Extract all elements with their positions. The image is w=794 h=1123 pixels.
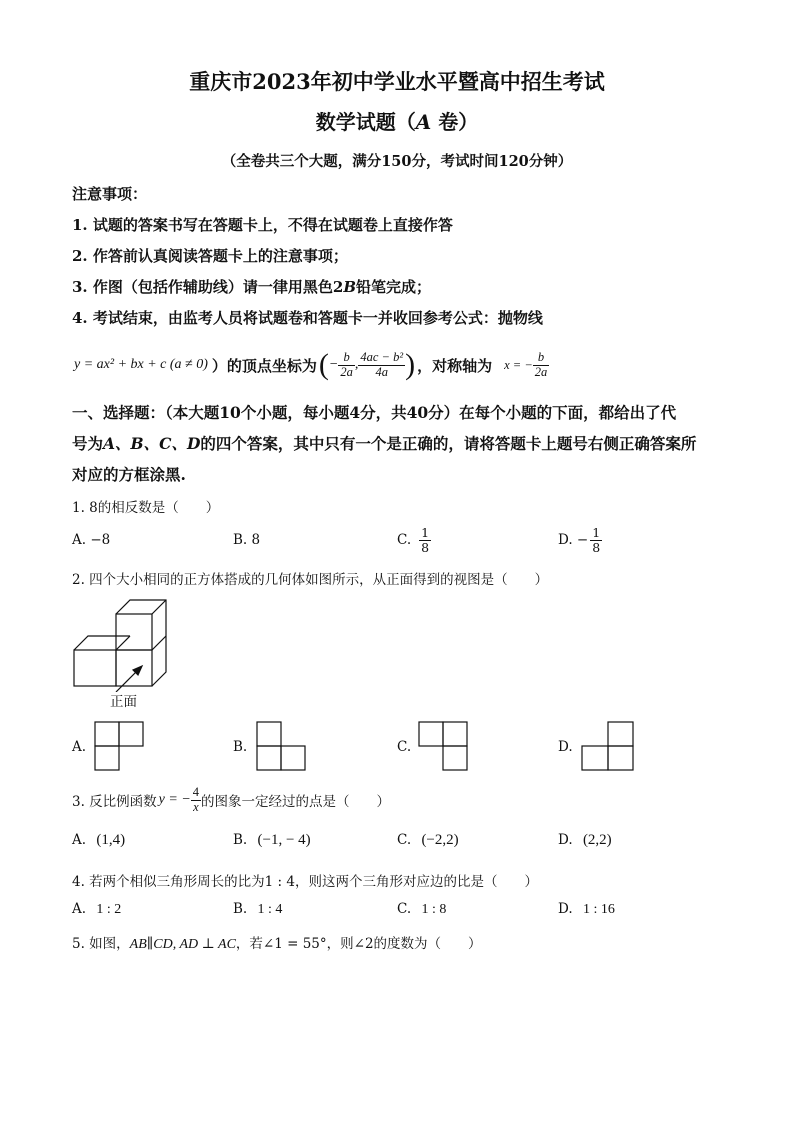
exam-info: （全卷共三个大题，满分150分，考试时间120分钟） xyxy=(221,153,573,170)
q3-option-a: A. (1,4) xyxy=(72,832,126,848)
parabola-equation: y = ax² + bx + c (a ≠ 0) xyxy=(74,357,208,372)
axis-fraction: $\frac{b}{2a}$ xyxy=(534,350,548,379)
question-1-stem: 1. 8的相反数是（ ） xyxy=(72,500,220,516)
question-4-stem: 4. 若两个相似三角形周长的比为1 : 4，则这两个三角形对应边的比是（ ） xyxy=(72,874,538,890)
section-1-line-3: 对应的方框涂黑. xyxy=(72,465,186,484)
question-3-stem: 3. 反比例函数 y = − $\frac{4}{x}$ 的图象一定经过的点是（ ） xyxy=(72,785,391,814)
q2-option-d: D. xyxy=(558,739,573,755)
q2-option-b: B. xyxy=(233,739,248,755)
q2-option-b-figure xyxy=(256,721,308,773)
notes-heading: 注意事项： xyxy=(72,185,148,203)
q3-option-b: B. (−1, − 4) xyxy=(233,832,311,848)
section-1-line-1: 一、选择题：（本大题10个小题，每小题4分，共40分）在每个小题的下面，都给出了代 xyxy=(72,403,677,422)
page-subtitle: 数学试题（A 卷） xyxy=(315,110,479,134)
note-item-3: 3. 作图（包括作辅助线）请一律用黑色2B铅笔完成； xyxy=(72,278,432,296)
q3-option-d: D. (2,2) xyxy=(558,832,612,848)
q3-option-c: C. (−2,2) xyxy=(397,832,459,848)
q4-option-d: D. 1 : 16 xyxy=(558,901,615,917)
page-title: 重庆市2023年初中学业水平暨高中招生考试 xyxy=(189,69,605,94)
q2-option-a: A. xyxy=(72,739,87,755)
q2-option-a-figure xyxy=(94,721,146,773)
q1-option-c: C. $\frac{1}{8}$ xyxy=(397,525,430,555)
q2-option-c-figure xyxy=(418,721,470,773)
note-item-1: 1. 试题的答案书写在答题卡上，不得在试题卷上直接作答 xyxy=(72,216,453,234)
q4-option-a: A. 1 : 2 xyxy=(72,901,122,917)
vertex-y-fraction: $\frac{\text{4ac − b²}}{4a}$ xyxy=(360,350,404,379)
front-view-label: 正面 xyxy=(110,694,137,710)
q2-option-c: C. xyxy=(397,739,412,755)
note-item-4: 4. 考试结束，由监考人员将试题卷和答题卡一并收回参考公式：抛物线 xyxy=(72,309,543,327)
note-item-2: 2. 作答前认真阅读答题卡上的注意事项； xyxy=(72,247,348,265)
vertex-x-fraction: $\frac{b}{2a}$ xyxy=(340,350,353,379)
q4-option-c: C. 1 : 8 xyxy=(397,901,447,917)
section-1-line-2: 号为A、B、C、D的四个答案，其中只有一个是正确的，请将答题卡上题号右侧正确答案所 xyxy=(72,434,697,453)
parabola-formula: y = ax² + bx + c (a ≠ 0) ）的顶点坐标为 ( − $\frac{b}{2a}$ , $\frac{\text{4ac − b²}}{4a}$ ) ，对称轴为 x = − $\frac{b}{2a}$ xyxy=(74,348,548,381)
q1-option-d: D. − $\frac{1}{8}$ xyxy=(558,525,601,555)
q4-option-b: B. 1 : 4 xyxy=(233,901,283,917)
q3-function-fraction: $\frac{4}{x}$ xyxy=(192,785,200,814)
question-5-stem: 5. 如图，AB∥CD, AD ⊥ AC，若∠1 = 55°，则∠2的度数为（ ） xyxy=(72,936,482,952)
q1-option-a: A. −8 xyxy=(72,532,111,548)
q2-option-d-figure xyxy=(581,721,635,773)
q1-option-b: B. 8 xyxy=(233,532,261,548)
question-2-stem: 2. 四个大小相同的正方体搭成的几何体如图所示，从正面得到的视图是（ ） xyxy=(72,572,549,588)
cube-stack-figure xyxy=(70,596,170,692)
